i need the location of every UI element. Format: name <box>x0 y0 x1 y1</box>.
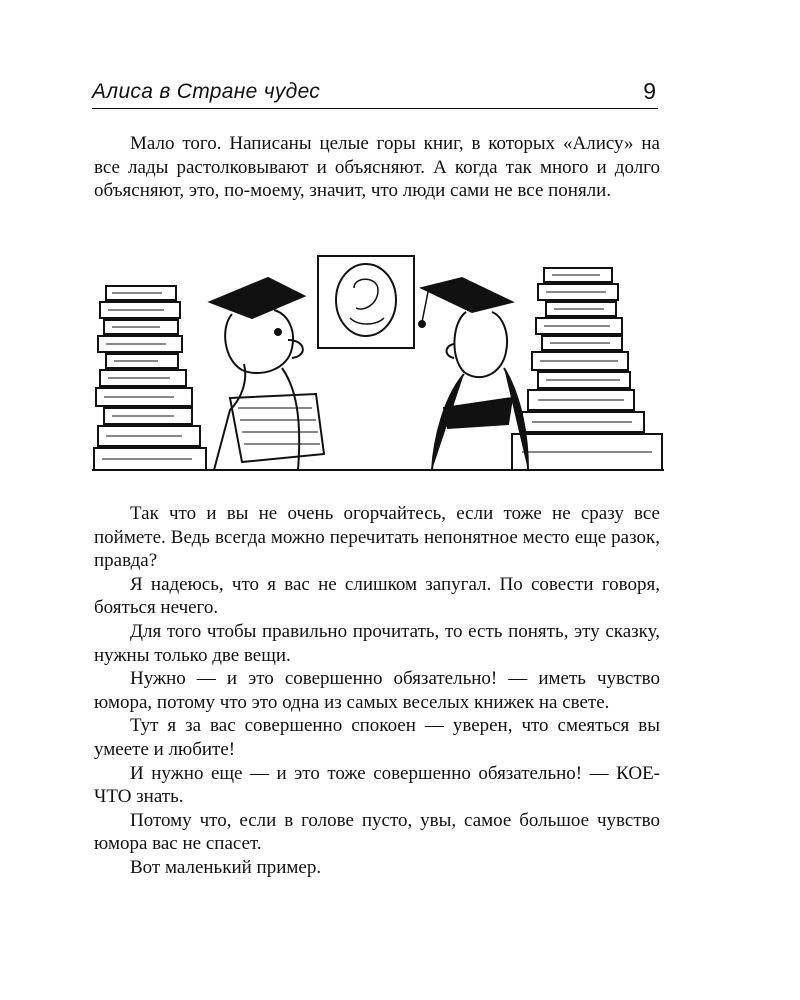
paragraph: Мало того. Написаны целые горы книг, в которых «Алису» на все лады растолковывают и объясняют. А когда так много и долго объясняют, это, по-моему, значит, что люди сами не все поняли. <box>94 133 660 202</box>
text-block-bottom <box>94 502 660 880</box>
paragraph: Потому что, если в голове пусто, увы, самое большое чувство юмора вас не спасет. <box>94 809 660 855</box>
paragraph: Я надеюсь, что я вас не слишком запугал. По совести говоря, бояться нечего. <box>94 573 660 619</box>
paragraph: Вот маленький пример. <box>130 856 322 878</box>
portrait-frame-icon <box>318 256 414 348</box>
paragraph: Тут я за вас совершенно спокоен — уверен, что смеяться вы умеете и любите! <box>94 715 660 760</box>
text-block-top <box>94 132 660 203</box>
book-title: Алиса в Стране чудес <box>92 80 321 103</box>
paragraph: И нужно еще — и это тоже совершенно обязательно! — КОЕ-ЧТО знать. <box>94 762 660 808</box>
paragraph: Так что и вы не очень огорчайтесь, если тоже не сразу все поймете. Ведь всегда можно перечитать непонятное место еще разок, правда? <box>94 503 660 572</box>
left-professor-icon <box>210 278 324 470</box>
right-book-stack-icon <box>512 268 662 470</box>
left-book-stack-icon <box>94 286 206 470</box>
paragraph: Нужно — и это совершенно обязательно! — иметь чувство юмора, потому что это одна из самых веселых книжек на свете. <box>94 668 660 713</box>
professors-illustration <box>92 248 664 478</box>
paragraph: Для того чтобы правильно прочитать, то есть понять, эту сказку, нужны только две вещи. <box>94 620 660 666</box>
page-number: 9 <box>643 78 656 104</box>
running-header <box>92 80 658 109</box>
